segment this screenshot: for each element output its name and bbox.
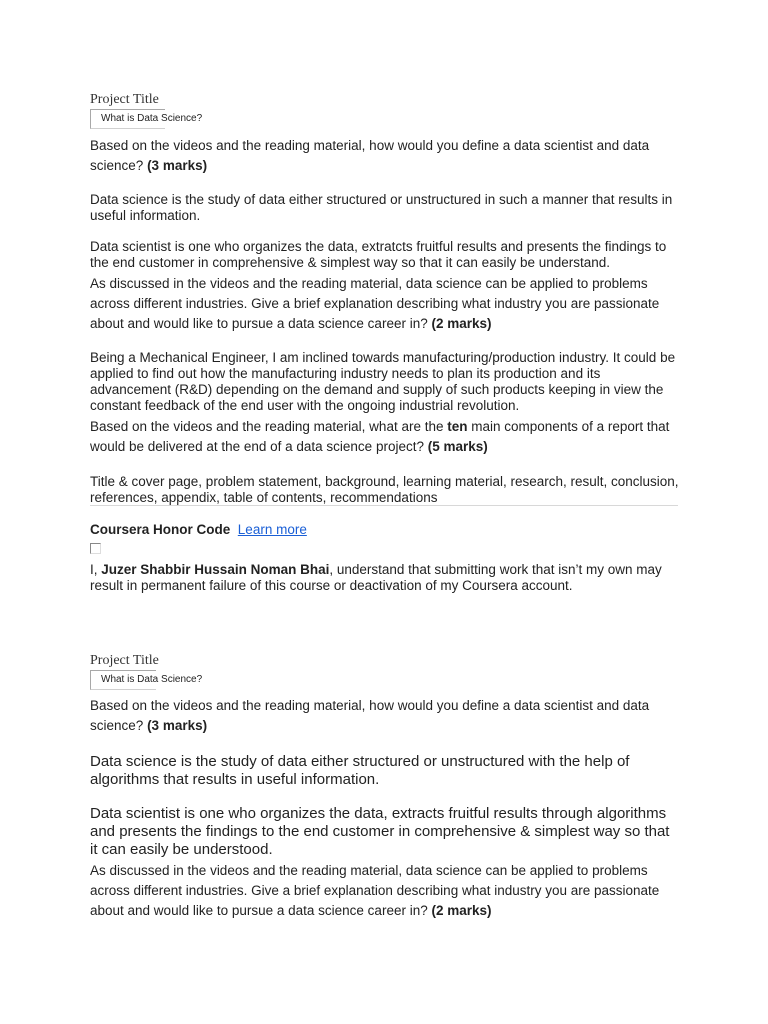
question-2 <box>90 274 680 334</box>
learn-more-link[interactable]: Learn more <box>237 522 307 537</box>
honor-code-name: Juzer Shabbir Hussain Noman Bhai <box>101 562 330 577</box>
question-2-text: As discussed in the videos and the reading material, data science can be applied to problems across different industries. Give a brief explanation describing what industry you are passionate about and would like to pursue a data science career in? <box>90 276 660 331</box>
honor-code-checkbox[interactable] <box>90 543 101 554</box>
question-2-repeat-text: As discussed in the videos and the reading material, data science can be applied to problems across different industries. Give a brief explanation describing what industry you are passionate about and would like to pursue a data science career in? <box>90 863 660 918</box>
honor-code-post: , understand that submitting work that isn’t my own may result in permanent failure of this course or deactivation of my Coursera account. <box>90 562 662 593</box>
question-2-repeat <box>90 861 680 921</box>
question-1-text: Based on the videos and the reading material, how would you define a data scientist and data science? <box>90 138 650 173</box>
question-2-repeat-marks: (2 marks) <box>431 903 492 918</box>
question-3-text-post: main components of a report that would be delivered at the end of a data science project? <box>90 419 670 454</box>
divider <box>90 505 678 506</box>
answer-3: Title & cover page, problem statement, background, learning material, research, result, conclusion, references, appendix, table of contents, recommendations <box>90 474 679 505</box>
answer-1-repeat-paragraph-1: Data science is the study of data either structured or unstructured with the help of algorithms that results in useful information. <box>90 753 630 788</box>
project-title-label: Project Title <box>90 92 159 107</box>
question-3-text-bold: ten <box>447 419 468 434</box>
question-1-repeat-marks: (3 marks) <box>147 718 208 733</box>
honor-code-statement <box>90 562 680 594</box>
project-title-input-2[interactable]: What is Data Science? <box>90 670 156 690</box>
answer-1-paragraph-2: Data scientist is one who organizes the data, extratcts fruitful results and presents the findings to the end customer in comprehensive & simplest way so that it can easily be understand. <box>90 239 667 270</box>
question-2-marks: (2 marks) <box>431 316 492 331</box>
question-1-repeat-text: Based on the videos and the reading material, how would you define a data scientist and data science? <box>90 698 650 733</box>
question-3-marks: (5 marks) <box>427 439 488 454</box>
answer-1-repeat-paragraph-2: Data scientist is one who organizes the data, extracts fruitful results through algorithms and presents the findings to the end customer in comprehensive & simplest way so that it can easily be understood. <box>90 805 670 858</box>
project-title-label-2: Project Title <box>90 653 159 668</box>
question-3 <box>90 417 680 457</box>
question-1 <box>90 136 680 176</box>
project-title-input[interactable]: What is Data Science? <box>90 109 165 129</box>
answer-1-paragraph-1: Data science is the study of data either structured or unstructured in such a manner that results in useful information. <box>90 192 673 223</box>
honor-code-header <box>90 520 680 540</box>
honor-code-title: Coursera Honor Code <box>90 522 231 537</box>
question-3-text-pre: Based on the videos and the reading material, what are the <box>90 419 444 434</box>
question-1-marks: (3 marks) <box>147 158 208 173</box>
answer-2: Being a Mechanical Engineer, I am inclined towards manufacturing/production industry. It could be applied to find out how the manufacturing industry needs to plan its production and its advancement (R&D) depending on the demand and supply of such products keeping in view the constant feedback of the end user with the ongoing industrial revolution. <box>90 350 676 413</box>
question-1-repeat <box>90 696 680 736</box>
honor-code-pre: I, <box>90 562 98 577</box>
